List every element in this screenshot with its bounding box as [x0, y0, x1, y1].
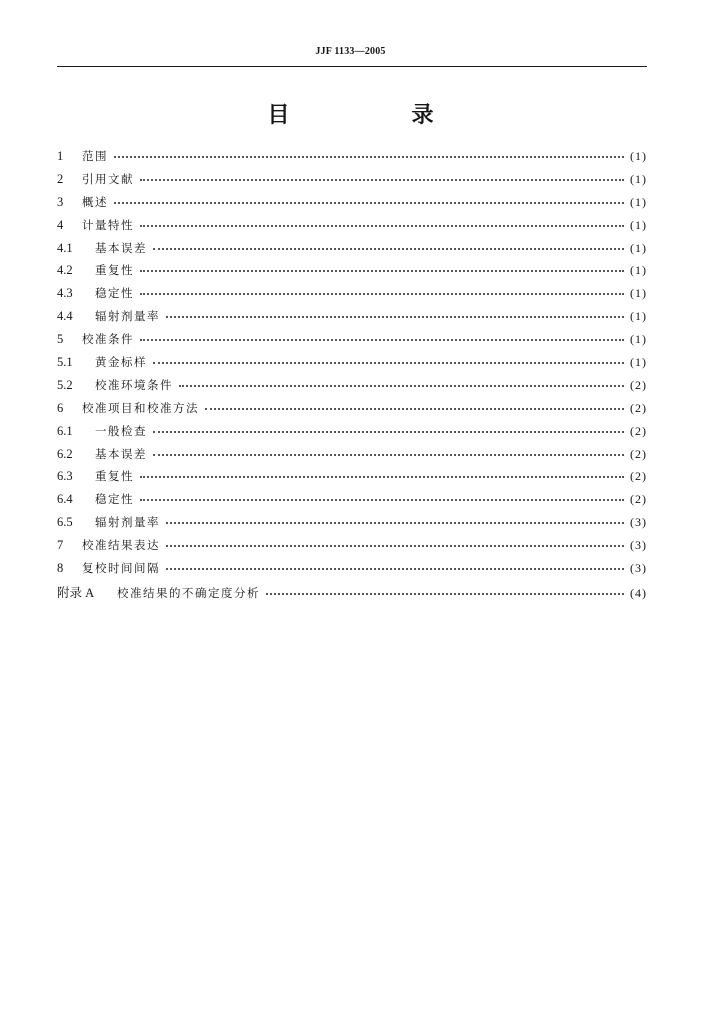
toc-entry-page: (2): [630, 492, 647, 507]
toc-entry-number: 4.2: [57, 263, 73, 278]
toc-entry-label: 校准结果的不确定度分析: [117, 585, 260, 600]
toc-entry-label: 校准项目和校准方法: [82, 400, 199, 415]
toc-entry-number: 7: [57, 538, 64, 553]
toc-entry-number: 3: [57, 194, 64, 209]
toc-entry-number: 6.2: [57, 446, 73, 461]
toc-entry-page: (1): [630, 171, 647, 186]
toc-leader-dots: [153, 446, 624, 456]
toc-entry[interactable]: [57, 377, 647, 400]
toc-entry-label: 校准结果表达: [82, 538, 160, 553]
toc-leader-dots: [140, 491, 624, 501]
toc-entry[interactable]: [57, 537, 647, 560]
toc-entry[interactable]: [57, 514, 647, 537]
toc-entry-number: 2: [57, 171, 64, 186]
toc-entry-label: 概述: [82, 194, 108, 209]
toc-entry-number: 附录 A: [57, 585, 95, 600]
toc-entry-number: 6.1: [57, 423, 73, 438]
toc-entry[interactable]: [57, 354, 647, 377]
page-title: 目 录: [267, 103, 484, 128]
toc-entry-page: (2): [630, 400, 647, 415]
toc-entry[interactable]: [57, 446, 647, 469]
toc-entry-label: 稳定性: [95, 492, 134, 507]
toc-entry-page: (3): [630, 515, 647, 530]
toc-entry[interactable]: [57, 240, 647, 263]
table-of-contents: [57, 148, 647, 606]
toc-leader-dots: [166, 514, 624, 524]
toc-entry[interactable]: [57, 217, 647, 240]
toc-entry-page: (1): [630, 263, 647, 278]
toc-entry-number: 6.3: [57, 469, 73, 484]
toc-entry-label: 辐射剂量率: [95, 515, 160, 530]
toc-entry-label: 一般检查: [95, 423, 147, 438]
toc-entry-label: 辐射剂量率: [95, 309, 160, 324]
toc-entry[interactable]: [57, 583, 647, 606]
toc-leader-dots: [166, 537, 624, 547]
toc-leader-dots: [205, 400, 624, 410]
toc-entry-label: 范围: [82, 149, 108, 163]
toc-entry-page: (3): [630, 538, 647, 553]
toc-entry-number: 8: [57, 561, 64, 576]
toc-entry-number: 4.1: [57, 240, 73, 255]
toc-entry-page: (1): [630, 240, 647, 255]
toc-entry-label: 基本误差: [95, 240, 147, 255]
toc-entry-label: 重复性: [95, 263, 134, 278]
toc-leader-dots: [140, 262, 624, 272]
toc-entry-label: 基本误差: [95, 446, 147, 461]
header-rule: [57, 66, 647, 67]
toc-leader-dots: [179, 377, 624, 387]
toc-leader-dots: [140, 468, 624, 478]
toc-entry-label: 稳定性: [95, 286, 134, 301]
toc-entry-number: 4: [57, 217, 64, 232]
toc-leader-dots: [114, 194, 624, 204]
toc-entry-page: (1): [630, 309, 647, 324]
toc-leader-dots: [140, 331, 624, 341]
toc-entry-number: 4.4: [57, 309, 73, 324]
toc-leader-dots: [153, 240, 624, 250]
toc-entry-page: (1): [630, 332, 647, 347]
toc-entry-page: (1): [630, 149, 647, 163]
toc-entry-label: 引用文献: [82, 171, 134, 186]
toc-leader-dots: [166, 308, 624, 318]
toc-entry[interactable]: [57, 423, 647, 446]
toc-entry-label: 复校时间间隔: [82, 561, 160, 576]
toc-leader-dots: [153, 423, 624, 433]
toc-entry-label: 重复性: [95, 469, 134, 484]
toc-leader-dots: [140, 285, 624, 295]
toc-leader-dots: [266, 585, 624, 595]
toc-entry-label: 校准条件: [82, 332, 134, 347]
toc-entry-page: (2): [630, 469, 647, 484]
toc-leader-dots: [153, 354, 624, 364]
toc-entry-label: 黄金标样: [95, 355, 147, 370]
toc-entry-number: 5.1: [57, 355, 73, 370]
toc-entry-label: 计量特性: [82, 217, 134, 232]
toc-leader-dots: [114, 148, 624, 158]
toc-entry-page: (2): [630, 423, 647, 438]
toc-entry-page: (2): [630, 377, 647, 392]
toc-entry-page: (1): [630, 217, 647, 232]
toc-entry[interactable]: [57, 262, 647, 285]
toc-entry-page: (1): [630, 355, 647, 370]
toc-entry[interactable]: [57, 400, 647, 423]
toc-entry-page: (4): [630, 585, 647, 600]
toc-entry[interactable]: [57, 308, 647, 331]
toc-entry-page: (3): [630, 561, 647, 576]
toc-entry[interactable]: [57, 285, 647, 308]
toc-leader-dots: [166, 560, 624, 570]
toc-entry-number: 6.5: [57, 515, 73, 530]
toc-leader-dots: [140, 171, 624, 181]
toc-entry[interactable]: [57, 491, 647, 514]
toc-entry[interactable]: [57, 331, 647, 354]
toc-entry-page: (1): [630, 194, 647, 209]
toc-entry-number: 6.4: [57, 492, 73, 507]
toc-entry-label: 校准环境条件: [95, 377, 173, 392]
toc-entry[interactable]: [57, 194, 647, 217]
toc-entry-number: 6: [57, 400, 64, 415]
toc-entry[interactable]: [57, 148, 647, 171]
toc-entry-page: (1): [630, 286, 647, 301]
toc-entry[interactable]: [57, 468, 647, 491]
toc-entry-number: 5.2: [57, 377, 73, 392]
toc-entry-page: (2): [630, 446, 647, 461]
toc-entry[interactable]: [57, 171, 647, 194]
toc-entry-number: 4.3: [57, 286, 73, 301]
toc-entry[interactable]: [57, 560, 647, 583]
toc-leader-dots: [140, 217, 624, 227]
toc-entry-number: 1: [57, 149, 64, 163]
document-header: JJF 1133—2005: [315, 46, 386, 57]
toc-entry-number: 5: [57, 332, 64, 347]
